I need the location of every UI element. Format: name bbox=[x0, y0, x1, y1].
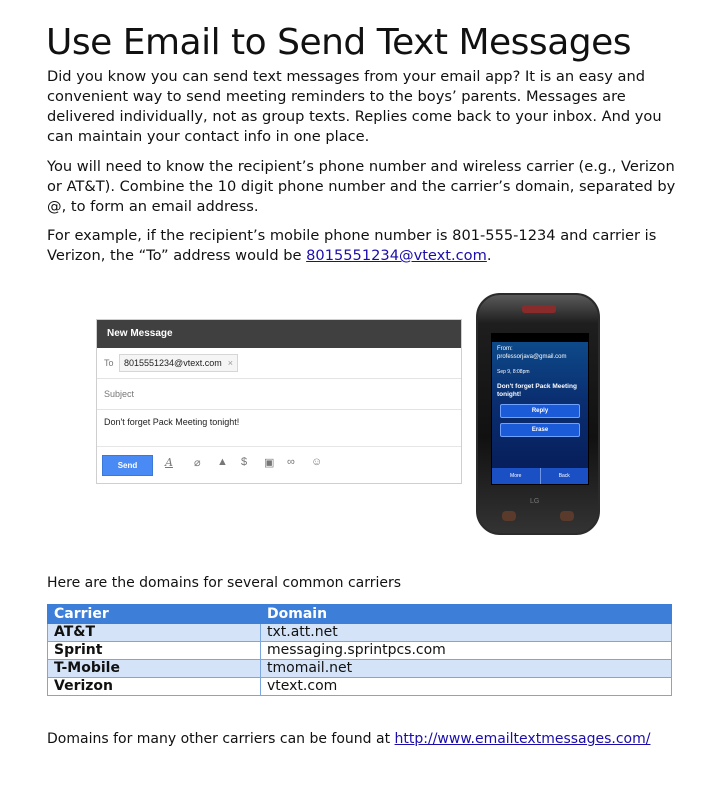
carrier-cell: Sprint bbox=[48, 642, 261, 660]
phone-date: Sep 9, 8:08pm bbox=[497, 369, 530, 375]
column-header-domain: Domain bbox=[261, 605, 672, 624]
phone-brand-logo: LG bbox=[530, 498, 540, 505]
recipient-chip bbox=[119, 354, 238, 372]
example-text: For example, if the recipient’s mobile phone number is 801-555-1234 and carrier is Verizon, the “To” address would be bbox=[47, 227, 657, 264]
to-row bbox=[97, 348, 461, 379]
footer-note bbox=[47, 731, 650, 747]
remove-chip-icon: × bbox=[227, 358, 233, 368]
formatting-icon: A bbox=[165, 456, 173, 469]
column-header-carrier: Carrier bbox=[48, 605, 261, 624]
photo-icon: ▣ bbox=[264, 457, 275, 469]
carrier-cell: T-Mobile bbox=[48, 660, 261, 678]
phone-erase-button: Erase bbox=[500, 423, 580, 437]
carrier-cell: AT&T bbox=[48, 624, 261, 642]
carrier-domain-table bbox=[47, 604, 672, 696]
footer-text: Domains for many other carriers can be found at bbox=[47, 731, 395, 747]
phone-call-key bbox=[502, 511, 516, 521]
table-header-row bbox=[48, 605, 672, 624]
example-text-end: . bbox=[486, 247, 492, 264]
attach-icon: ⌀ bbox=[194, 457, 201, 469]
phone-message: Don't forget Pack Meeting tonight! bbox=[497, 383, 577, 398]
compose-window-image bbox=[96, 319, 462, 484]
phone-back-key: Back bbox=[558, 473, 570, 479]
phone-from-label: From: bbox=[497, 346, 513, 352]
send-button: Send bbox=[102, 455, 153, 476]
phone-softkeys bbox=[492, 468, 588, 484]
phone-reply-button: Reply bbox=[500, 404, 580, 418]
emoji-icon: ☺ bbox=[311, 456, 323, 468]
carriers-website-link[interactable]: http://www.emailtextmessages.com/ bbox=[394, 731, 651, 747]
intro-paragraph: Did you know you can send text messages from your email app? It is an easy and convenient way to send meeting reminders to the boys’ parents. Messages are delivered individually, not as group texts. Replies come back to your inbox. And you can maintain your contact info in one place. bbox=[47, 68, 662, 145]
example-paragraph bbox=[47, 226, 677, 266]
domain-cell: messaging.sprintpcs.com bbox=[261, 642, 672, 660]
recipient-chip-text: 8015551234@vtext.com bbox=[124, 358, 222, 368]
table-row bbox=[48, 642, 672, 660]
domain-cell: vtext.com bbox=[261, 678, 672, 696]
to-label: To bbox=[104, 358, 114, 368]
subject-placeholder: Subject bbox=[104, 389, 135, 399]
example-email-link[interactable]: 8015551234@vtext.com bbox=[306, 247, 487, 264]
table-row bbox=[48, 660, 672, 678]
domain-cell: tmomail.net bbox=[261, 660, 672, 678]
phone-speaker bbox=[522, 305, 556, 313]
page-title: Use Email to Send Text Messages bbox=[46, 22, 632, 63]
subject-row bbox=[97, 379, 461, 410]
table-row bbox=[48, 624, 672, 642]
phone-more-key: More bbox=[492, 468, 541, 484]
money-icon: $ bbox=[241, 456, 248, 468]
phone-image bbox=[476, 293, 600, 535]
message-body: Don't forget Pack Meeting tonight! bbox=[104, 417, 240, 427]
compose-header: New Message bbox=[97, 320, 461, 348]
compose-toolbar bbox=[97, 446, 461, 483]
link-icon: ∞ bbox=[287, 456, 295, 468]
phone-from-email: professorjava@gmail.com bbox=[497, 354, 567, 360]
table-row bbox=[48, 678, 672, 696]
drive-icon: ▲ bbox=[217, 456, 228, 468]
domain-cell: txt.att.net bbox=[261, 624, 672, 642]
instructions-paragraph: You will need to know the recipient’s phone number and wireless carrier (e.g., Verizon or AT&T). Combine the 10 digit phone number and the carrier’s domain, separated by @, to form an email address. bbox=[47, 158, 676, 215]
phone-status-bar bbox=[492, 334, 588, 342]
phone-screen bbox=[491, 333, 589, 485]
phone-end-key bbox=[560, 511, 574, 521]
table-intro: Here are the domains for several common carriers bbox=[47, 575, 402, 591]
carrier-cell: Verizon bbox=[48, 678, 261, 696]
phone-from bbox=[492, 342, 588, 361]
